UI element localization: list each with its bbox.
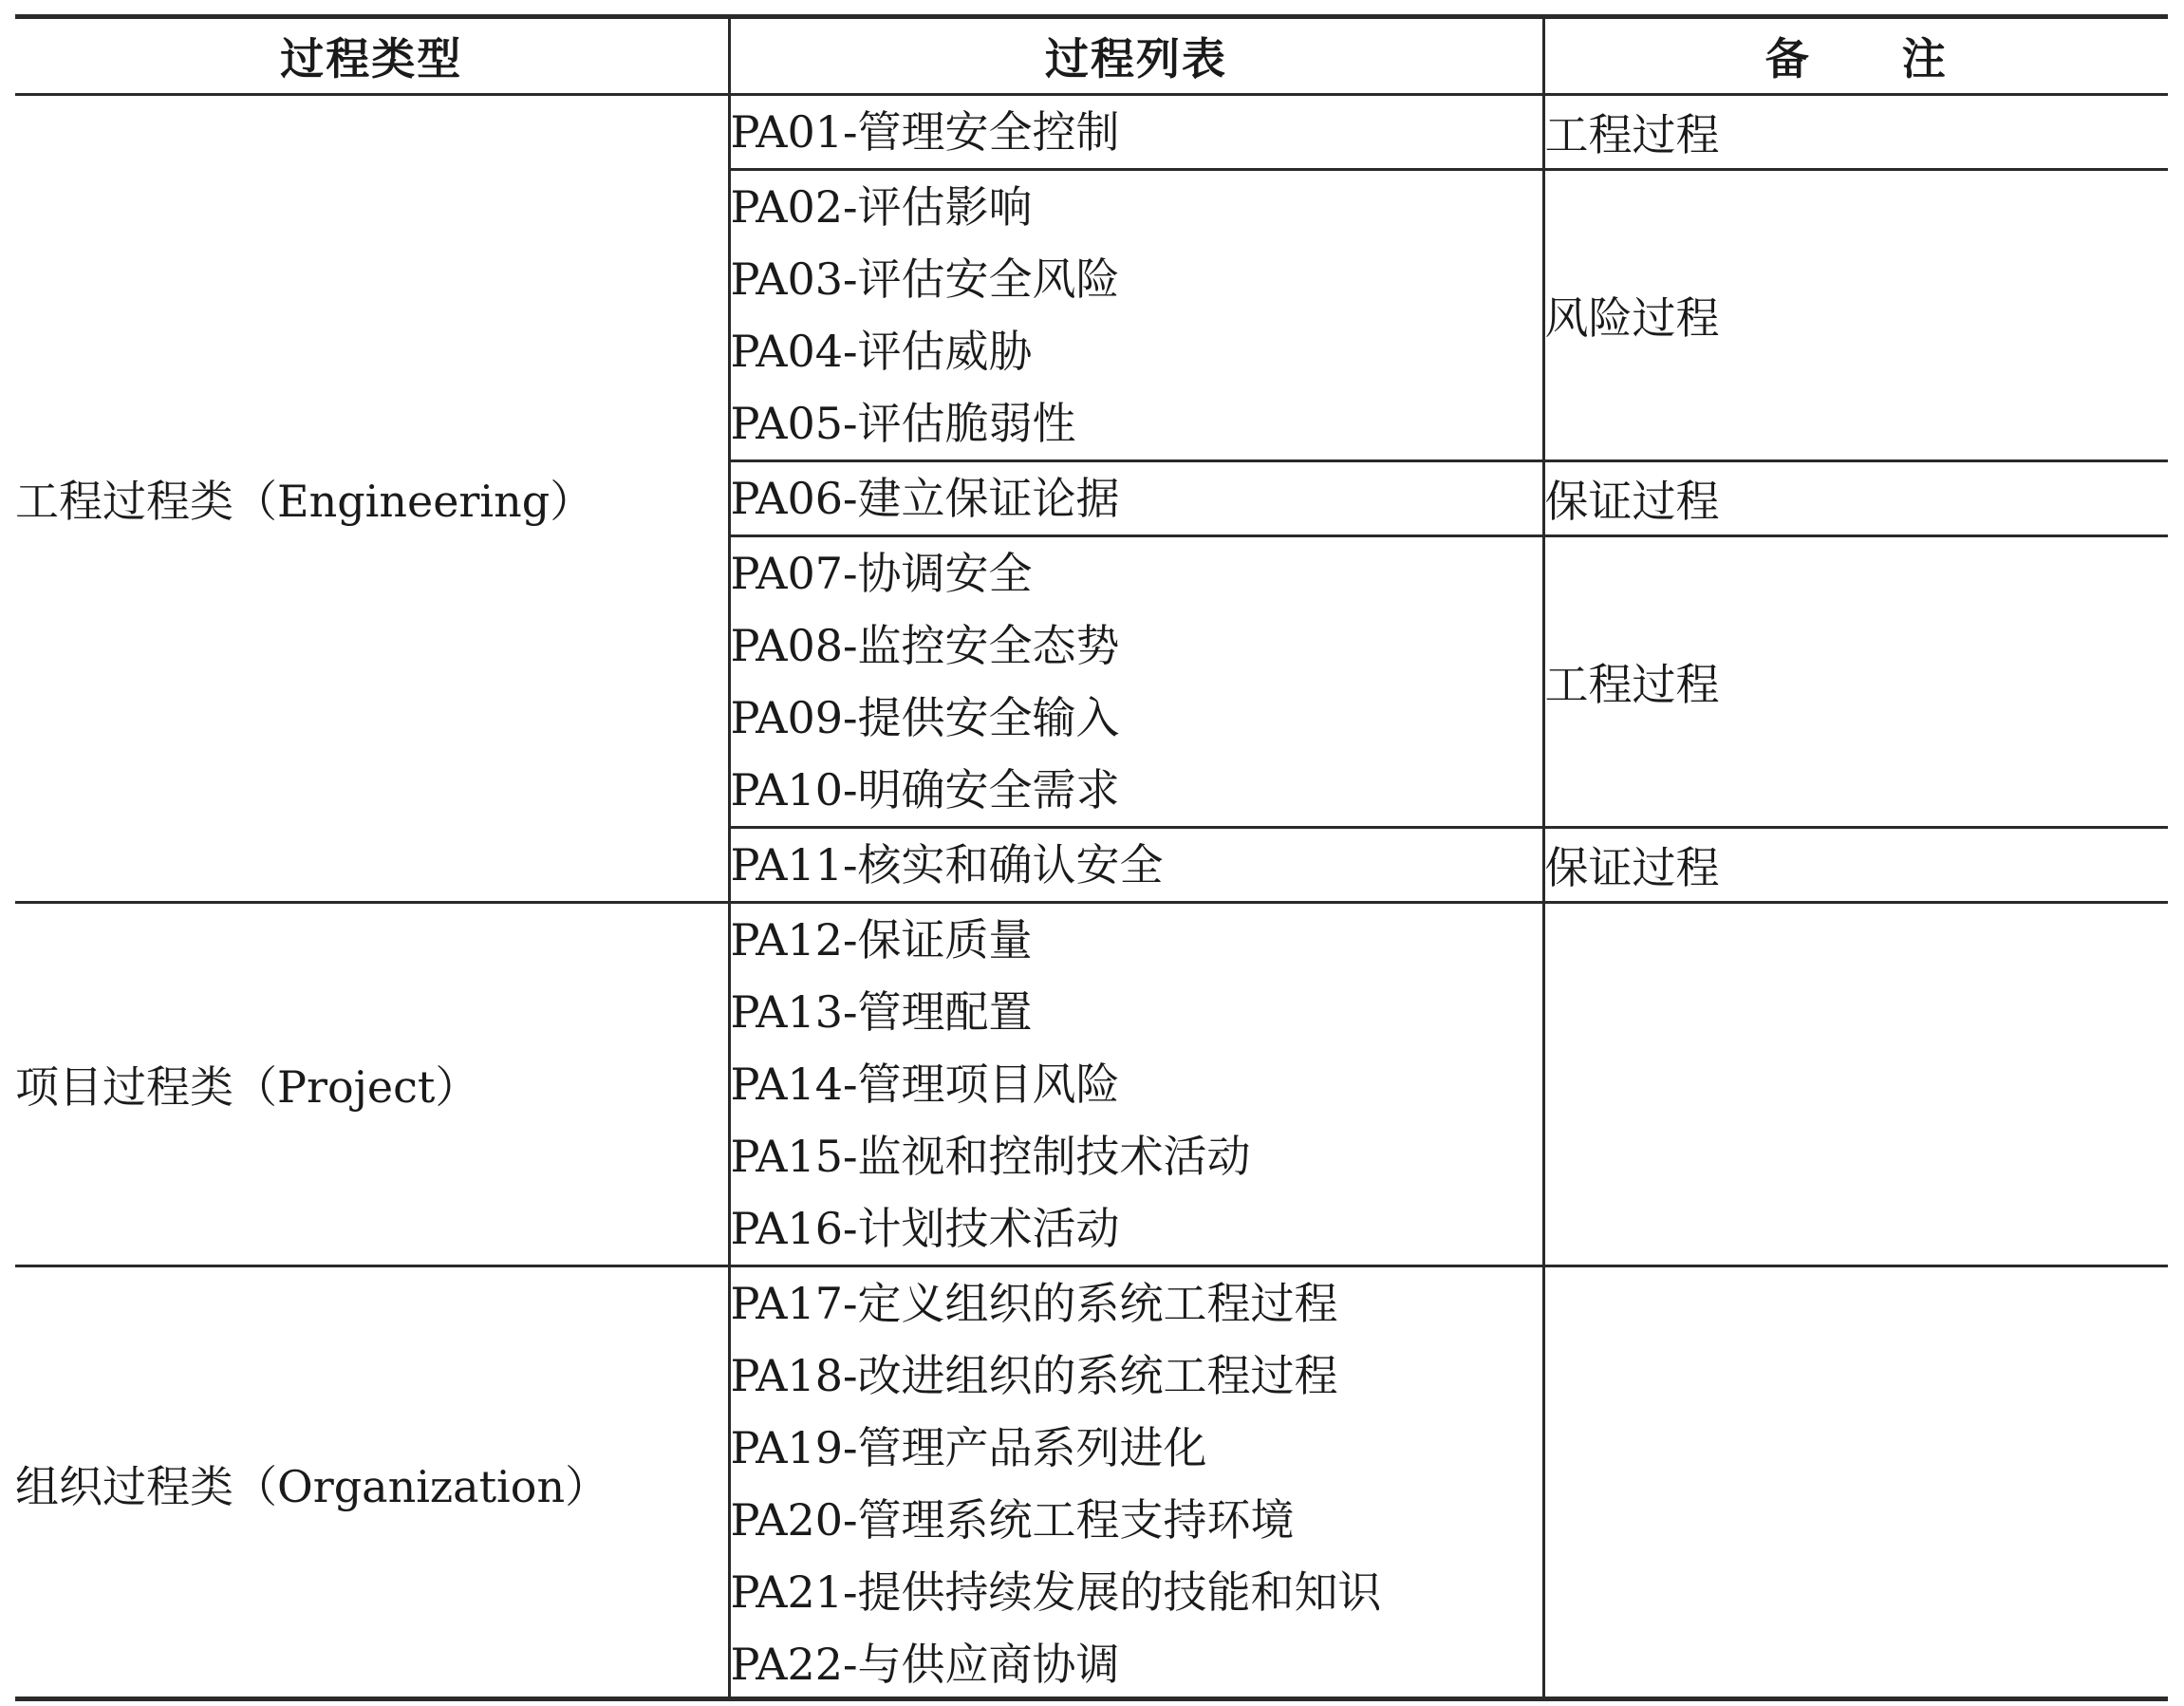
header-process-list: 过程列表 <box>729 19 1543 95</box>
process-item: PA01-管理安全控制 <box>730 106 1120 158</box>
process-item: PA22-与供应商协调 <box>730 1639 1120 1690</box>
process-item: PA20-管理系统工程支持环境 <box>730 1494 1295 1546</box>
process-list-cell <box>729 461 1543 536</box>
process-list-cell <box>729 828 1543 903</box>
process-list-cell <box>729 1266 1543 1701</box>
process-item: PA03-评估安全风险 <box>730 253 1120 305</box>
process-item: PA05-评估脆弱性 <box>730 398 1076 449</box>
process-item: PA16-计划技术活动 <box>730 1203 1120 1254</box>
table-row <box>15 95 2168 170</box>
note-cell: 工程过程 <box>1543 95 2168 170</box>
table-body <box>15 95 2168 1701</box>
note-cell: 保证过程 <box>1543 461 2168 536</box>
process-list-cell <box>729 903 1543 1266</box>
process-area-table <box>15 19 2168 1700</box>
note-cell: 风险过程 <box>1543 170 2168 461</box>
process-item: PA06-建立保证论据 <box>730 473 1120 524</box>
process-item: PA11-核实和确认安全 <box>730 839 1164 890</box>
note-cell: 保证过程 <box>1543 828 2168 903</box>
process-list-cell <box>729 170 1543 461</box>
process-item: PA18-改进组织的系统工程过程 <box>730 1350 1338 1401</box>
category-cell-engineering: 工程过程类（Engineering） <box>15 95 729 903</box>
process-item: PA07-协调安全 <box>730 548 1033 599</box>
process-item: PA04-评估威胁 <box>730 326 1033 377</box>
table-header <box>15 19 2168 95</box>
process-item: PA12-保证质量 <box>730 914 1033 965</box>
process-item: PA10-明确安全需求 <box>730 764 1120 816</box>
process-item: PA02-评估影响 <box>730 181 1033 233</box>
process-item: PA14-管理项目风险 <box>730 1059 1120 1110</box>
category-cell-organization: 组织过程类（Organization） <box>15 1266 729 1701</box>
process-item: PA15-监视和控制技术活动 <box>730 1131 1251 1182</box>
table-row <box>15 1266 2168 1701</box>
process-item: PA19-管理产品系列进化 <box>730 1422 1207 1473</box>
process-item: PA13-管理配置 <box>730 986 1033 1038</box>
note-cell <box>1543 1266 2168 1701</box>
process-item: PA17-定义组织的系统工程过程 <box>730 1278 1338 1329</box>
table-bottom-rule <box>15 1697 2168 1701</box>
process-list-cell <box>729 95 1543 170</box>
header-row <box>15 19 2168 95</box>
process-item: PA08-监控安全态势 <box>730 620 1120 671</box>
note-cell: 工程过程 <box>1543 536 2168 828</box>
process-list-cell <box>729 536 1543 828</box>
header-note: 备 注 <box>1543 19 2168 95</box>
header-process-type: 过程类型 <box>15 19 729 95</box>
category-cell-project: 项目过程类（Project） <box>15 903 729 1266</box>
note-cell <box>1543 903 2168 1266</box>
process-item: PA09-提供安全输入 <box>730 692 1120 743</box>
table-row <box>15 903 2168 1266</box>
process-item: PA21-提供持续发展的技能和知识 <box>730 1566 1382 1618</box>
